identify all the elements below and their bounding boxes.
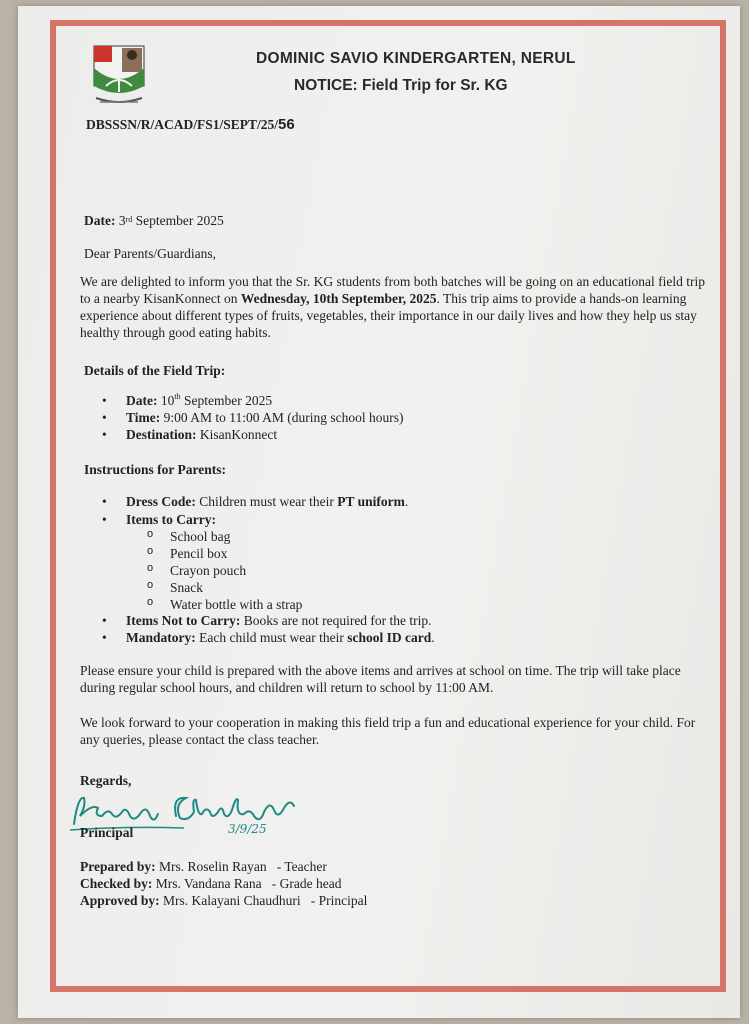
reference-number	[86, 116, 295, 133]
closing-paragraph-1: Please ensure your child is prepared with the above items and arrives at school on time. The trip will take place during regular school hours, and children will return to school by 11:00 AM.	[80, 663, 681, 695]
items-not-to-carry-item	[104, 613, 432, 629]
checked-by-line	[80, 875, 341, 892]
salutation: Dear Parents/Guardians,	[84, 246, 216, 261]
approved-by-label: Approved by:	[80, 893, 160, 908]
details-time-label: Time:	[126, 410, 161, 425]
intro-paragraph	[80, 273, 708, 341]
letter-date	[84, 212, 224, 229]
dress-code-label: Dress Code:	[126, 494, 196, 509]
details-date-label: Date:	[126, 393, 158, 408]
regards-text: Regards,	[80, 773, 132, 788]
prepared-by-value: Mrs. Roselin Rayan - Teacher	[159, 859, 327, 874]
intro-text-2: . This trip aims to provide a hands-on learning experience about different types of fruits, vegetables, their importance in our daily lives and how they help us stay healthy through good eating habits.	[80, 291, 697, 340]
intro-trip-date: Wednesday, 10th September, 2025	[240, 291, 437, 306]
checked-by-value: Mrs. Vandana Rana - Grade head	[155, 876, 342, 891]
details-time-value: 9:00 AM to 11:00 AM (during school hours)	[163, 410, 404, 425]
items-to-carry-label: Items to Carry:	[126, 512, 216, 527]
dress-code-item	[104, 494, 408, 510]
approved-by-line	[80, 892, 367, 909]
details-date-item	[104, 393, 272, 409]
details-destination-item	[104, 427, 277, 443]
instructions-heading: Instructions for Parents:	[84, 462, 226, 477]
intro-text-1: We are delighted to inform you that the Sr. KG students from both batches will be going on an educational field trip to a nearby KisanKonnect on	[80, 274, 706, 306]
carry-item-label: Crayon pouch	[170, 563, 247, 578]
mandatory-text: Each child must wear their	[199, 630, 344, 645]
mandatory-label: Mandatory:	[126, 630, 196, 645]
reference-handwritten-number: 56	[278, 116, 295, 133]
checked-by-label: Checked by:	[80, 876, 153, 891]
carry-item-label: Water bottle with a strap	[170, 597, 303, 612]
carry-list-item	[148, 597, 302, 613]
carry-item-label: Pencil box	[170, 546, 228, 561]
mandatory-id-card: school ID card	[347, 630, 432, 645]
carry-item-label: School bag	[170, 529, 231, 544]
carry-list-item	[148, 563, 246, 579]
items-to-carry-item	[104, 512, 216, 528]
signer-title: Principal	[80, 825, 134, 840]
dress-code-text: Children must wear their	[199, 494, 334, 509]
details-time-item	[104, 410, 404, 426]
details-date-rest: September 2025	[183, 393, 273, 408]
date-suffix: rd	[125, 215, 133, 224]
date-rest: September 2025	[135, 213, 224, 228]
details-date-day: 10	[160, 393, 175, 408]
school-crest-logo	[92, 44, 146, 108]
carry-list-item	[148, 546, 227, 562]
mandatory-end: .	[431, 630, 435, 645]
items-not-to-carry-text: Books are not required for the trip.	[243, 613, 432, 628]
prepared-by-label: Prepared by:	[80, 859, 156, 874]
carry-item-label: Snack	[170, 580, 203, 595]
details-destination-value: KisanKonnect	[199, 427, 278, 442]
date-label: Date:	[84, 213, 116, 228]
closing-paragraph-2: We look forward to your cooperation in making this field trip a fun and educational experience for your child. For any queries, please contact the class teacher.	[80, 715, 696, 747]
dress-code-uniform: PT uniform	[337, 494, 405, 509]
signature-date: 3/9/25	[228, 822, 267, 836]
prepared-by-line	[80, 858, 327, 875]
school-name: DOMINIC SAVIO KINDERGARTEN, NERUL	[256, 50, 576, 67]
notice-title: NOTICE: Field Trip for Sr. KG	[294, 77, 508, 94]
dress-code-end: .	[404, 494, 409, 509]
items-not-to-carry-label: Items Not to Carry:	[126, 613, 241, 628]
carry-list-item	[148, 580, 203, 596]
details-heading: Details of the Field Trip:	[84, 363, 226, 378]
date-day: 3	[118, 213, 126, 228]
details-destination-label: Destination:	[126, 427, 197, 442]
mandatory-item	[104, 630, 435, 646]
carry-list-item	[148, 529, 230, 545]
reference-prefix: DBSSSN/R/ACAD/FS1/SEPT/25/	[86, 117, 279, 132]
details-date-suffix: th	[174, 392, 181, 401]
approved-by-value: Mrs. Kalayani Chaudhuri - Principal	[163, 893, 368, 908]
